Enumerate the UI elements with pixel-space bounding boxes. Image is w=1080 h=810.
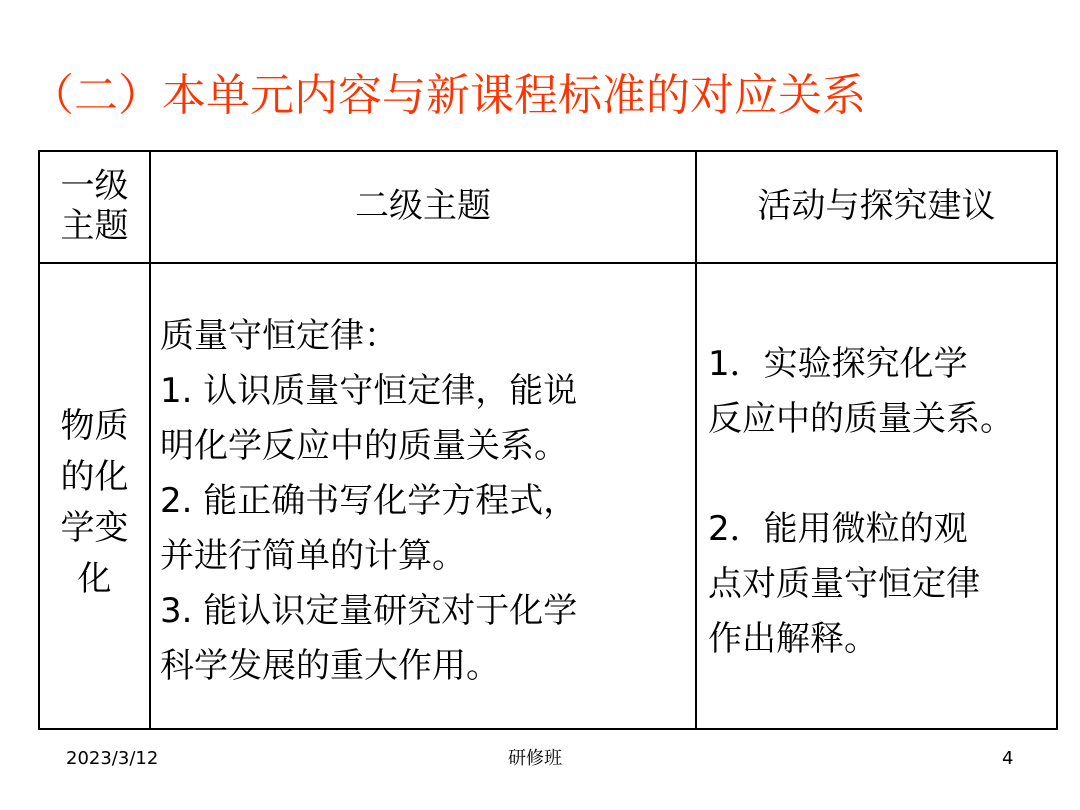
level2-line: 2. 能正确书写化学方程式， [160,481,578,521]
header-activity-suggestions [697,152,1056,262]
footer-center-label: 研修班 [508,748,562,769]
activity-line: 反应中的质量关系。 [708,399,1014,439]
activity-item-2 [708,502,1058,667]
level2-topic-cell [160,309,690,694]
activity-line: 点对质量守恒定律 [708,564,980,604]
header-level2-label: 二级主题 [355,186,491,226]
level2-line: 科学发展的重大作用。 [160,646,500,686]
header-level1-line2: 主题 [60,206,129,246]
footer-date: 2023/3/12 [66,748,159,769]
header-level1-topic [40,152,149,262]
level2-line: 1. 认识质量守恒定律，能说 [160,371,578,411]
level1-topic-line: 学变 [60,508,129,548]
activity-line: 1．实验探究化学 [708,344,968,384]
activity-cell [708,337,1058,667]
level1-topic-line: 物质 [60,406,129,446]
activity-line: 作出解释。 [708,619,878,659]
level2-line: 明化学反应中的质量关系。 [160,426,568,466]
level2-line: 3. 能认识定量研究对于化学 [160,591,578,631]
activity-line: 2．能用微粒的观 [708,509,968,549]
level1-topic-line: 的化 [60,457,129,497]
header-divider [40,262,1056,264]
level2-line: 并进行简单的计算。 [160,536,466,576]
header-level2-topic [151,152,695,262]
footer-page-number: 4 [1002,748,1014,769]
header-level1-line1: 一级 [60,166,129,206]
slide-title: （二）本单元内容与新课程标准的对应关系 [30,70,866,121]
level1-topic-line: 化 [77,559,112,599]
activity-item-1 [708,337,1058,447]
header-activity-label: 活动与探究建议 [757,186,996,226]
level1-topic-cell [40,264,149,728]
level2-line: 质量守恒定律： [160,316,398,356]
standards-table [38,150,1058,730]
